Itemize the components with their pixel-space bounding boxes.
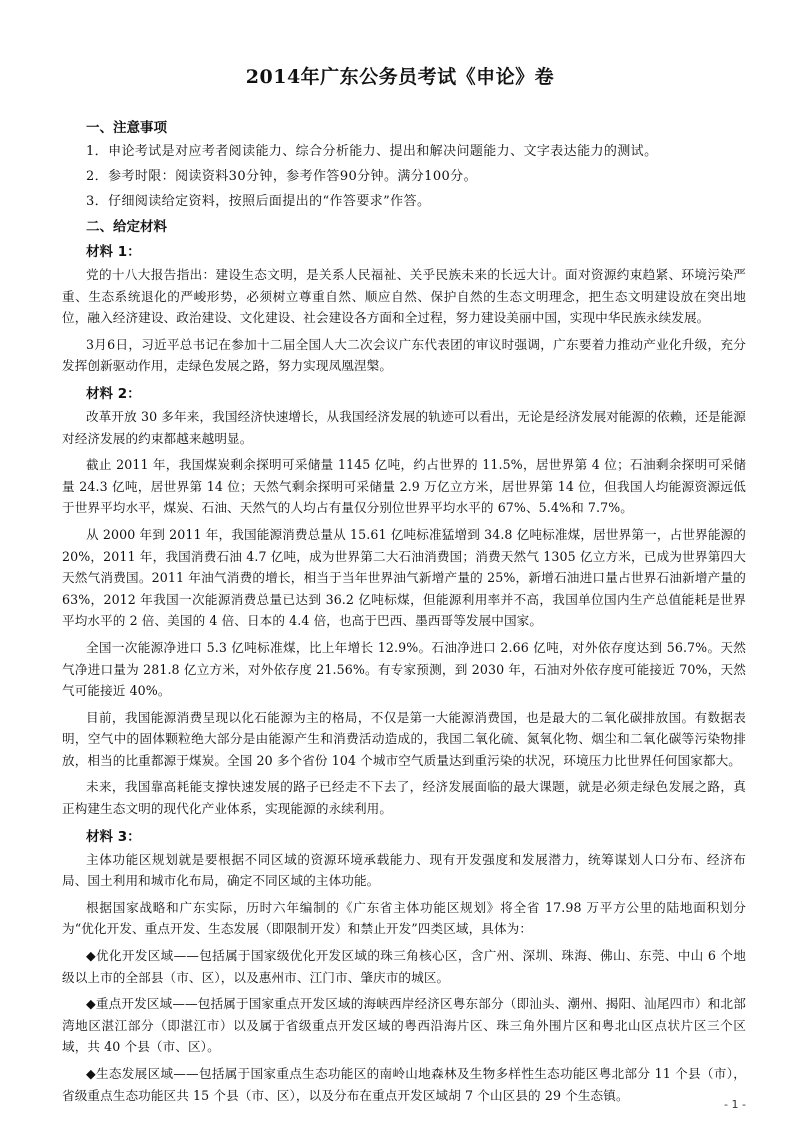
paragraph: 全国一次能源净进口 5.3 亿吨标准煤，比上年增长 12.9%。石油净进口 2.66 亿吨，对外依存度达到 56.7%。天然气净进口量为 281.8 亿立方米，对外依存度 21.56%。有专家预测，到 2030 年，石油对外依存度可能接近 70%，天然气可能接近 40%。 [62,639,746,699]
material-1-label: 材料 1： [86,244,141,260]
material-2-label: 材料 2： [86,385,141,402]
paragraph: 主体功能区规划就是要根据不同区域的资源环境承载能力、现有开发强度和发展潜力，统筹谋划人口分布、经济布局、国土利用和城市化布局，确定不同区域的主体功能。 [62,851,746,889]
document-title: 2014年广东公务员考试《申论》卷 [245,66,555,88]
section-heading-notes: 一、注意事项 [86,120,167,136]
paragraph: 目前，我国能源消费呈现以化石能源为主的格局，不仅是第一大能源消费国，也是最大的二氧化碳排放国。有数据表明，空气中的固体颗粒绝大部分是由能源产生和消费活动造成的，我国二氧化硫、氮氧化物、烟尘和二氧化碳等污染物排放，相当的比重都源于煤炭。全国 20 多个省份 104 个城市空气质量达到重污染的状况，环境压力比世界任何国家都大。 [62,709,746,768]
paragraph: 3月6日，习近平总书记在参加十二届全国人大二次会议广东代表团的审议时强调，广东要着力推动产业化升级，充分发挥创新驱动作用，走绿色发展之路，努力实现凤凰涅槃。 [62,336,746,374]
page-number: - 1 - [724,1098,746,1111]
paragraph: ◆优化开发区域——包括属于国家级优化开发区域的珠三角核心区，含广州、深圳、珠海、佛山、东莞、中山 6 个地级以上市的全部县（市、区），以及惠州市、江门市、肇庆市的城区。 [62,948,746,985]
paragraph: 从 2000 年到 2011 年，我国能源消费总量从 15.61 亿吨标准猛增到 34.8 亿吨标准煤，居世界第一，占世界能源的 20%，2011 年，我国消费石油 4.7 亿吨，成为世界第二大石油消费国；消费天然气 1305 亿立方米，已成为世界第四大天然气消费国。2011 年油气消费的增长，相当于当年世界油气新增产量的 25%，新增石油进口量占世界石油新增产量的 63%，2012 年我国一次能源消费总量已达到 36.2 亿吨标煤，但能源利用率并不高，我国单位国内生产总值能耗是世界平均水平的 2 倍、美国的 4 倍、日本的 4.4 倍，也高于巴西、墨西哥等发展中国家。 [62,526,746,629]
paragraph: 根据国家战略和广东实际，历时六年编制的《广东省主体功能区规划》将全省 17.98 万平方公里的陆地面积划分为“优化开发、重点开发、生态发展（即限制开发）和禁止开发”四类区域，具体为： [62,899,746,937]
paragraph: 截止 2011 年，我国煤炭剩余探明可采储量 1145 亿吨，约占世界的 11.5%，居世界第 4 位；石油剩余探明可采储量 24.3 亿吨，居世界第 14 位；天然气剩余探明可采储量 2.9 万亿立方米，居世界第 14 位，但我国人均能源资源远低于世界平均水平，煤炭、石油、天然气的人均占有量仅分别位世界平均水平的 67%、5.4%和 7.7%。 [62,457,746,516]
note-item: 2．参考时限：阅读资料30分钟，参考作答90分钟。满分100分。 [86,169,477,184]
document-body [62,116,746,1111]
paragraph: 党的十八大报告指出：建设生态文明，是关系人民福祉、关乎民族未来的长远大计。面对资源约束趋紧、环境污染严重、生态系统退化的严峻形势，必须树立尊重自然、顺应自然、保护自然的生态文明理念，把生态文明建设放在突出地位，融入经济建设、政治建设、文化建设、社会建设各方面和全过程，努力建设美丽中国，实现中华民族永续发展。 [62,267,746,326]
section-heading-materials: 二、给定材料 [86,219,167,235]
paragraph: 改革开放 30 多年来，我国经济快速增长，从我国经济发展的轨迹可以看出，无论是经济发展对能源的依赖，还是能源对经济发展的约束都越来越明显。 [62,408,746,446]
paragraph: ◆生态发展区域——包括属于国家重点生态功能区的南岭山地森林及生物多样性生态功能区粤北部分 11 个县（市），省级重点生态功能区共 15 个县（市、区），以及分布在重点开发区域胡 7 个山区县的 29 个生态镇。 [62,1066,746,1103]
paragraph: ◆重点开发区域——包括属于国家重点开发区域的海峡西岸经济区粤东部分（即汕头、潮州、揭阳、汕尾四市）和北部湾地区湛江部分（即湛江市）以及属于省级重点开发区域的粤西沿海片区、珠三角外围片区和粤北山区点状片区三个区域，共 40 个县（市、区）。 [62,996,746,1055]
note-item: 1．申论考试是对应考者阅读能力、综合分析能力、提出和解决问题能力、文字表达能力的测试。 [86,144,658,159]
note-item: 3．仔细阅读给定资料，按照后面提出的“作答要求”作答。 [86,194,431,209]
paragraph: 未来，我国靠高耗能支撑快速发展的路子已经走不下去了，经济发展面临的最大课题，就是必须走绿色发展之路，真正构建生态文明的现代化产业体系，实现能源的永续利用。 [62,779,746,817]
material-3-label: 材料 3： [86,828,141,845]
